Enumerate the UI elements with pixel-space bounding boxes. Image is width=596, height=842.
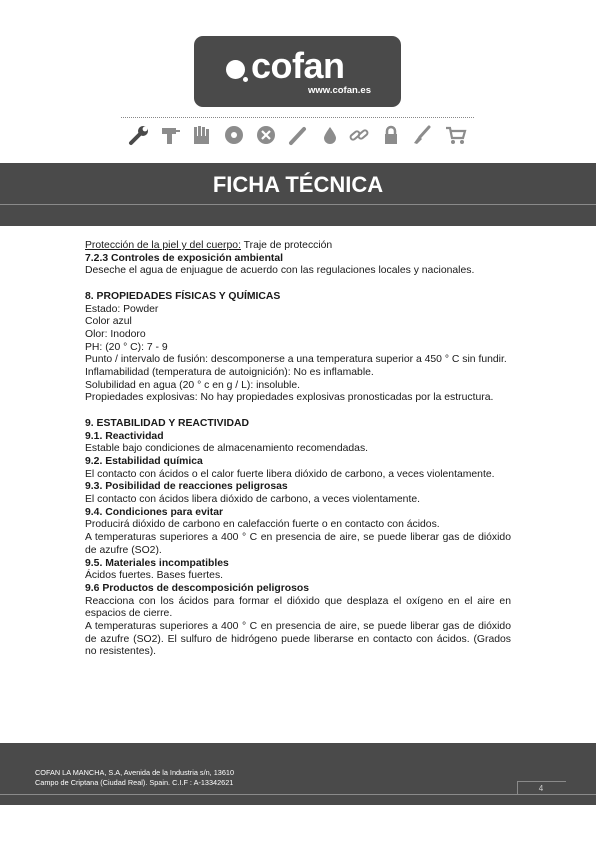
page-number: 4 (538, 784, 544, 793)
product-icons-row (124, 124, 472, 148)
footer-address (35, 768, 234, 788)
section-9-4-text-1: Producirá dióxido de carbono en calefacción fuerte o en contacto con ácidos. (85, 519, 440, 531)
cross-disc-icon (255, 124, 277, 146)
section-7-2-3-title: 7.2.3 Controles de exposición ambiental (85, 252, 284, 264)
property-odor: Olor: Inodoro (85, 328, 146, 340)
section-9-4-title: 9.4. Condiciones para evitar (85, 506, 224, 518)
page-footer (0, 743, 596, 805)
footer-divider (0, 794, 596, 795)
logo-dot-icon (226, 60, 245, 79)
section-9-6-title: 9.6 Productos de descomposición peligrosos (85, 582, 310, 594)
property-fusion: Punto / intervalo de fusión: descomponerse a una temperatura superior a 450 ° C sin fundir. (85, 354, 507, 366)
section-8-title: 8. PROPIEDADES FÍSICAS Y QUÍMICAS (85, 290, 281, 302)
logo-url: www.cofan.es (308, 85, 371, 96)
brush-icon (411, 124, 433, 146)
glove-icon (190, 124, 212, 146)
section-9-title: 9. ESTABILIDAD Y REACTIVIDAD (85, 417, 249, 429)
property-solubility: Solubilidad en agua (20 ° c en g / L): insoluble. (85, 379, 300, 391)
section-7-2-3-text: Deseche el agua de enjuague de acuerdo con las regulaciones locales y nacionales. (85, 265, 475, 277)
drill-icon (159, 124, 181, 146)
footer-address-line-2: Campo de Criptana (Ciudad Real). Spain. C.I.F : A-13342621 (35, 778, 234, 787)
page-title: FICHA TÉCNICA (212, 172, 384, 197)
footer-address-line-1: COFAN LA MANCHA, S.A, Avenida de la Industria s/n, 13610 (35, 768, 235, 777)
logo-dot-small-icon (243, 77, 248, 82)
padlock-icon (380, 124, 402, 146)
property-explosive: Propiedades explosivas: No hay propiedades explosivas pronosticadas por la estructura. (85, 392, 494, 404)
property-state: Estado: Powder (85, 303, 159, 315)
property-color: Color azul (85, 316, 132, 328)
header-dotted-divider (121, 117, 474, 118)
drop-icon (319, 124, 341, 146)
disc-icon (223, 124, 245, 146)
section-9-1-text: Estable bajo condiciones de almacenamiento recomendadas. (85, 443, 369, 455)
banner-divider (0, 204, 596, 205)
chain-link-icon (348, 124, 370, 146)
section-9-6-text-2: A temperaturas superiores a 400 ° C en presencia de aire, se puede liberar gas de dióxido de azufre (SO2). El sulfuro de hidrógeno puede liberarse en contacto con ácidos. (Grados no resistentes). (85, 621, 511, 658)
document-body (85, 240, 511, 659)
skin-protection-value: Traje de protección (240, 240, 333, 251)
property-flammability: Inflamabilidad (temperatura de autoignición): No es inflamable. (85, 367, 374, 379)
company-logo (194, 36, 401, 107)
title-banner (0, 163, 596, 226)
skin-protection-line (85, 240, 511, 253)
section-9-5-title: 9.5. Materiales incompatibles (85, 557, 229, 569)
section-9-3-text: El contacto con ácidos libera dióxido de carbono, a veces violentamente. (85, 494, 421, 506)
skin-protection-label: Protección de la piel y del cuerpo: (85, 240, 241, 251)
logo-text: cofan (251, 45, 345, 86)
section-9-6-text-1: Reacciona con los ácidos para formar el dióxido que desplaza el oxígeno en el aire en espacios de cierre. (85, 595, 511, 620)
wrench-icon (128, 124, 150, 146)
section-9-2-text: El contacto con ácidos o el calor fuerte libera dióxido de carbono, a veces violentamente. (85, 468, 495, 480)
property-ph: PH: (20 ° C): 7 - 9 (85, 341, 168, 353)
section-9-5-text: Ácidos fuertes. Bases fuertes. (85, 570, 224, 582)
section-9-1-title: 9.1. Reactividad (85, 430, 164, 442)
cart-icon (444, 124, 468, 146)
section-9-4-text-2: A temperaturas superiores a 400 ° C en presencia de aire, se puede liberar gas de dióxido de azufre (SO2). (85, 532, 511, 556)
section-9-2-title: 9.2. Estabilidad química (85, 455, 203, 467)
pencil-icon (287, 124, 309, 146)
section-9-3-title: 9.3. Posibilidad de reacciones peligrosas (85, 481, 288, 493)
